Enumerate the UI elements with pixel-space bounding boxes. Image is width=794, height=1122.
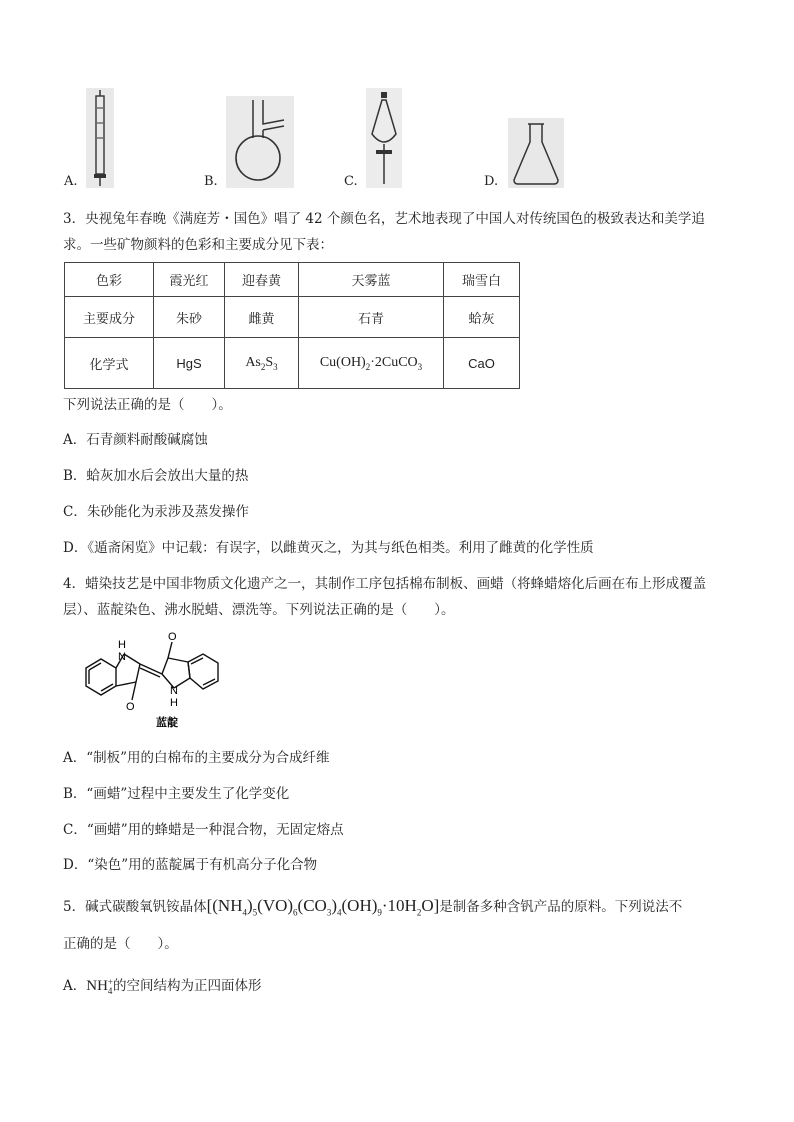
- formula-cao: CaO: [444, 338, 520, 389]
- option-a-label: A.: [64, 174, 78, 189]
- indigo-structure-diagram: [66, 628, 236, 732]
- nh-h-label: H: [118, 639, 126, 651]
- formula-as2s3: $As_2S_3$: [225, 338, 299, 389]
- table-cell: 化学式: [65, 338, 154, 389]
- q4-option-d: D．“染色”用的蓝靛属于有机高分子化合物: [63, 857, 318, 873]
- q3-stem-line1: 3．央视兔年春晚《满庭芳・国色》唱了 42 个颜色名，艺术地表现了中国人对传统国色的极致表达和美学追: [63, 211, 705, 227]
- burette-icon: [86, 88, 114, 188]
- table-row: [65, 297, 520, 338]
- q3-option-b: B．蛤灰加水后会放出大量的热: [63, 468, 249, 484]
- table-cell: 霞光红: [154, 263, 225, 297]
- nh-h-label-right: H: [170, 697, 178, 709]
- table-cell: 主要成分: [65, 297, 154, 338]
- q4-option-b: B．“画蜡”过程中主要发生了化学变化: [63, 786, 290, 802]
- q3-stem-line2: 求。一些矿物颜料的色彩和主要成分见下表：: [63, 237, 333, 253]
- q5-stem-line1: 5．碱式碳酸氧钒铵晶体$[(NH_4)_5(VO)_6(CO_3)_4(OH)_9\cdot 10H_2O]$是制备多种含钒产品的原料。下列说法不: [63, 896, 683, 918]
- formula-hgs: HgS: [154, 338, 225, 389]
- formula-azurite: $Cu(OH)_2\cdot 2CuCO_3$: [299, 338, 444, 389]
- q4-stem-line1: 4．蜡染技艺是中国非物质文化遗产之一，其制作工序包括棉布制板、画蜡（将蜂蜡熔化后画在布上形成覆盖: [63, 576, 707, 592]
- q4-stem-line2: 层）、蓝靛染色、沸水脱蜡、漂洗等。下列说法正确的是（ ）。: [63, 602, 455, 618]
- indigo-caption: 蓝靛: [156, 716, 178, 729]
- table-cell: 蛤灰: [444, 297, 520, 338]
- conical-flask-icon: [508, 118, 564, 188]
- n-label-left: N: [118, 651, 126, 663]
- pigment-table: [64, 262, 520, 389]
- table-row: [65, 263, 520, 297]
- table-cell: 色彩: [65, 263, 154, 297]
- option-d-label: D.: [484, 174, 499, 189]
- q3-option-d: D．《遁斋闲览》中记载：有误字，以雌黄灭之，为其与纸色相类。利用了雌黄的化学性质: [63, 540, 594, 556]
- q3-option-c: C．朱砂能化为汞涉及蒸发操作: [63, 504, 249, 520]
- n-label-right: N: [170, 685, 178, 697]
- q3-prompt: 下列说法正确的是（ ）。: [63, 397, 232, 413]
- q5-formula: $[(NH_4)_5(VO)_6(CO_3)_4(OH)_9\cdot 10H_2O]$: [206, 896, 440, 918]
- table-cell: 石青: [299, 297, 444, 338]
- table-cell: 天雾蓝: [299, 263, 444, 297]
- table-cell: 朱砂: [154, 297, 225, 338]
- q3-option-a: A．石青颜料耐酸碱腐蚀: [63, 432, 208, 448]
- option-c-label: C.: [344, 174, 358, 189]
- q5-option-a: A．NH + 4 的空间结构为正四面体形: [63, 976, 262, 996]
- ammonium-formula: NH + 4: [86, 976, 113, 996]
- table-row: [65, 338, 520, 389]
- q5-stem-line2: 正确的是（ ）。: [63, 936, 178, 952]
- q4-option-a: A．“制板”用的白棉布的主要成分为合成纤维: [63, 750, 330, 766]
- option-b-label: B.: [204, 174, 218, 189]
- o-label-left: O: [126, 701, 135, 713]
- flask-with-side-arm-icon: [226, 96, 294, 188]
- table-cell: 迎春黄: [225, 263, 299, 297]
- o-label-right: O: [168, 631, 177, 643]
- table-cell: 雌黄: [225, 297, 299, 338]
- table-cell: 瑞雪白: [444, 263, 520, 297]
- separatory-funnel-icon: [366, 88, 402, 188]
- q4-option-c: C．“画蜡”用的蜂蜡是一种混合物，无固定熔点: [63, 822, 344, 838]
